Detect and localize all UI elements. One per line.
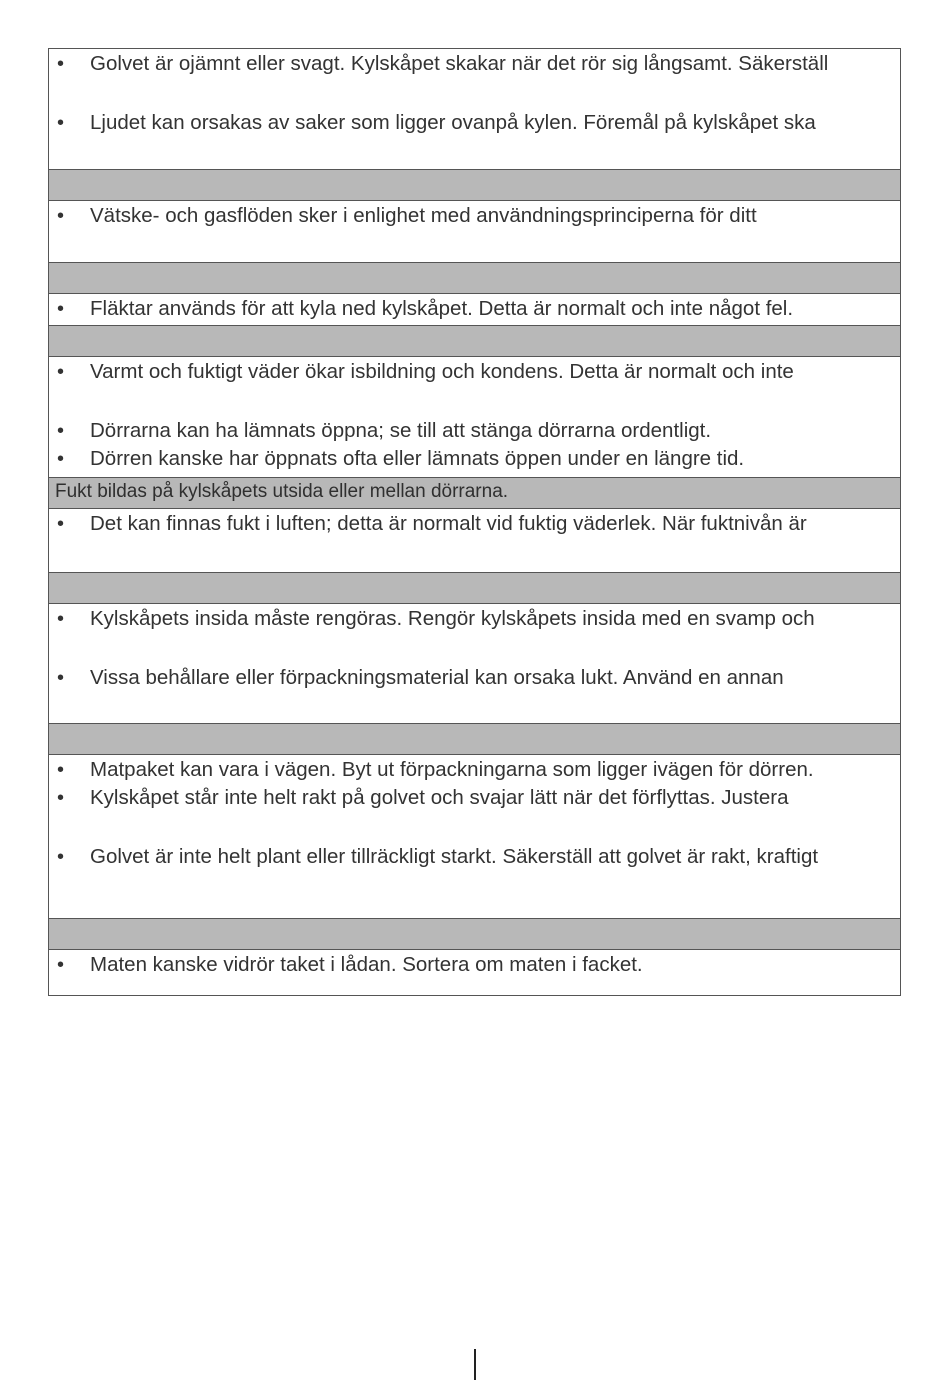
section-header: [49, 262, 900, 293]
list-item: [49, 843, 900, 871]
bullet-icon: •: [57, 667, 65, 689]
list-item-text: Kylskåpets insida måste rengöras. Rengör kylskåpets insida med en svamp och: [90, 607, 815, 630]
list-item-text: Matpaket kan vara i vägen. Byt ut förpackningarna som ligger ivägen för dörren.: [90, 758, 814, 781]
list-item-text: Det kan finnas fukt i luften; detta är normalt vid fuktig väderlek. När fuktnivån är: [90, 512, 807, 535]
list-item: [49, 417, 900, 445]
section-body: [49, 293, 900, 325]
section-header: [49, 169, 900, 200]
bullet-icon: •: [57, 53, 65, 75]
section-body: [49, 200, 900, 262]
list-item: [49, 202, 900, 230]
list-item-text: Maten kanske vidrör taket i lådan. Sortera om maten i facket.: [90, 953, 643, 976]
list-item: [49, 358, 900, 386]
bullet-icon: •: [57, 448, 65, 470]
section-body: [49, 603, 900, 723]
list-item: [49, 510, 900, 538]
section-body: [49, 754, 900, 918]
page-divider-mark: [474, 1349, 476, 1380]
list-item-text: Varmt och fuktigt väder ökar isbildning och kondens. Detta är normalt och inte: [90, 360, 794, 383]
section-header: [49, 723, 900, 754]
list-item-text: Dörrarna kan ha lämnats öppna; se till att stänga dörrarna ordentligt.: [90, 419, 712, 442]
bullet-icon: •: [57, 112, 65, 134]
list-item-text: Fläktar används för att kyla ned kylskåpet. Detta är normalt och inte något fel.: [90, 297, 794, 320]
section-body: [49, 356, 900, 477]
bullet-icon: •: [57, 361, 65, 383]
troubleshooting-table: [48, 48, 901, 996]
bullet-icon: •: [57, 298, 65, 320]
section-body: [49, 49, 900, 169]
list-item: [49, 784, 900, 812]
list-item-text: Golvet är ojämnt eller svagt. Kylskåpet skakar när det rör sig långsamt. Säkerställ: [90, 52, 829, 75]
bullet-icon: •: [57, 205, 65, 227]
list-item: [49, 756, 900, 784]
section-header: [49, 572, 900, 603]
section-header: [49, 918, 900, 949]
list-item-text: Dörren kanske har öppnats ofta eller lämnats öppen under en längre tid.: [90, 447, 745, 470]
bullet-icon: •: [57, 513, 65, 535]
list-item: [49, 295, 900, 323]
list-item-text: Vätske- och gasflöden sker i enlighet med användningsprinciperna för ditt: [90, 204, 757, 227]
bullet-icon: •: [57, 420, 65, 442]
list-item-text: Ljudet kan orsakas av saker som ligger ovanpå kylen. Föremål på kylskåpet ska: [90, 111, 816, 134]
bullet-icon: •: [57, 759, 65, 781]
section-header: [49, 325, 900, 356]
list-item-text: Golvet är inte helt plant eller tillräckligt starkt. Säkerställ att golvet är rakt, kraftigt: [90, 845, 819, 868]
bullet-icon: •: [57, 787, 65, 809]
list-item: [49, 605, 900, 633]
list-item-text: Kylskåpet står inte helt rakt på golvet och svajar lätt när det förflyttas. Justera: [90, 786, 789, 809]
section-header: Fukt bildas på kylskåpets utsida eller mellan dörrarna.: [49, 477, 900, 508]
list-item-text: Vissa behållare eller förpackningsmaterial kan orsaka lukt. Använd en annan: [90, 666, 784, 689]
bullet-icon: •: [57, 608, 65, 630]
list-item: [49, 951, 900, 979]
list-item: [49, 445, 900, 473]
section-body: [49, 949, 900, 995]
section-body: [49, 508, 900, 572]
list-item: [49, 109, 900, 137]
bullet-icon: •: [57, 846, 65, 868]
list-item: [49, 664, 900, 692]
bullet-icon: •: [57, 954, 65, 976]
list-item: [49, 50, 900, 78]
